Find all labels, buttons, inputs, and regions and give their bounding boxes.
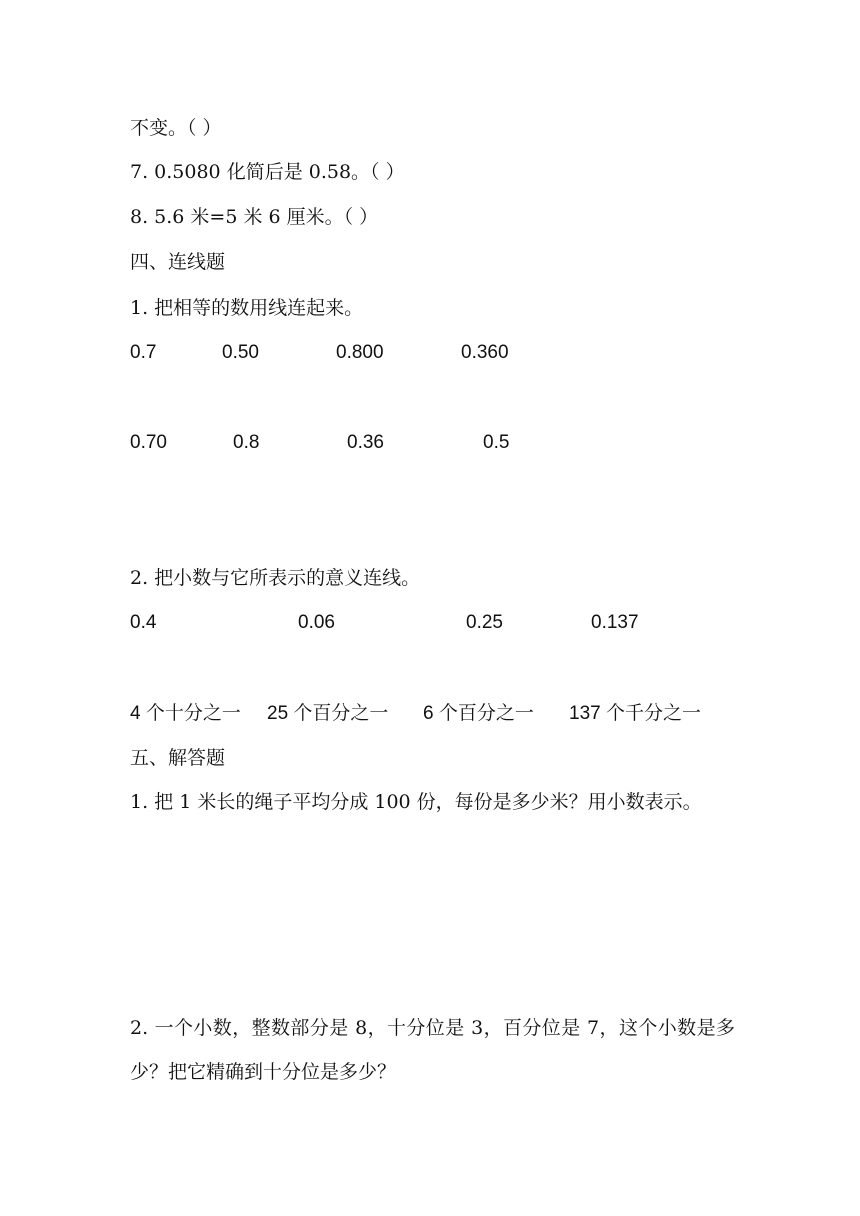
matching-item: 0.06 — [298, 612, 335, 633]
judge-q6-continuation: 不变。（ ） — [130, 117, 222, 139]
judge-q7: 7. 0.5080 化简后是 0.58。（ ） — [130, 161, 405, 183]
section-4-title: 四、连线题 — [130, 251, 226, 273]
answer-q1: 1. 把 1 米长的绳子平均分成 100 份，每份是多少米？用小数表示。 — [130, 791, 702, 813]
matching-item: 0.800 — [336, 342, 384, 363]
matching-item: 0.7 — [130, 342, 157, 363]
matching-item: 25 个百分之一 — [267, 703, 389, 724]
matching-item: 0.50 — [222, 342, 259, 363]
matching-item: 4 个十分之一 — [130, 703, 241, 724]
matching-item: 137 个千分之一 — [569, 703, 701, 724]
judge-q8: 8. 5.6 米=5 米 6 厘米。（ ） — [130, 206, 379, 228]
matching-q2-prompt: 2. 把小数与它所表示的意义连线。 — [130, 567, 421, 589]
matching-item: 0.36 — [347, 432, 384, 453]
matching-item: 0.360 — [461, 342, 509, 363]
matching-item: 0.70 — [130, 432, 167, 453]
matching-item: 6 个百分之一 — [423, 703, 534, 724]
section-5-title: 五、解答题 — [130, 747, 226, 769]
matching-q1-prompt: 1. 把相等的数用线连起来。 — [130, 297, 364, 319]
answer-q2: 2. 一个小数，整数部分是 8，十分位是 3，百分位是 7，这个小数是多少？把它精确到十分位是多少？ — [130, 1017, 735, 1083]
matching-item: 0.8 — [233, 432, 260, 453]
matching-item: 0.5 — [483, 432, 510, 453]
matching-item: 0.25 — [466, 612, 503, 633]
matching-item: 0.137 — [591, 612, 639, 633]
matching-item: 0.4 — [130, 612, 157, 633]
